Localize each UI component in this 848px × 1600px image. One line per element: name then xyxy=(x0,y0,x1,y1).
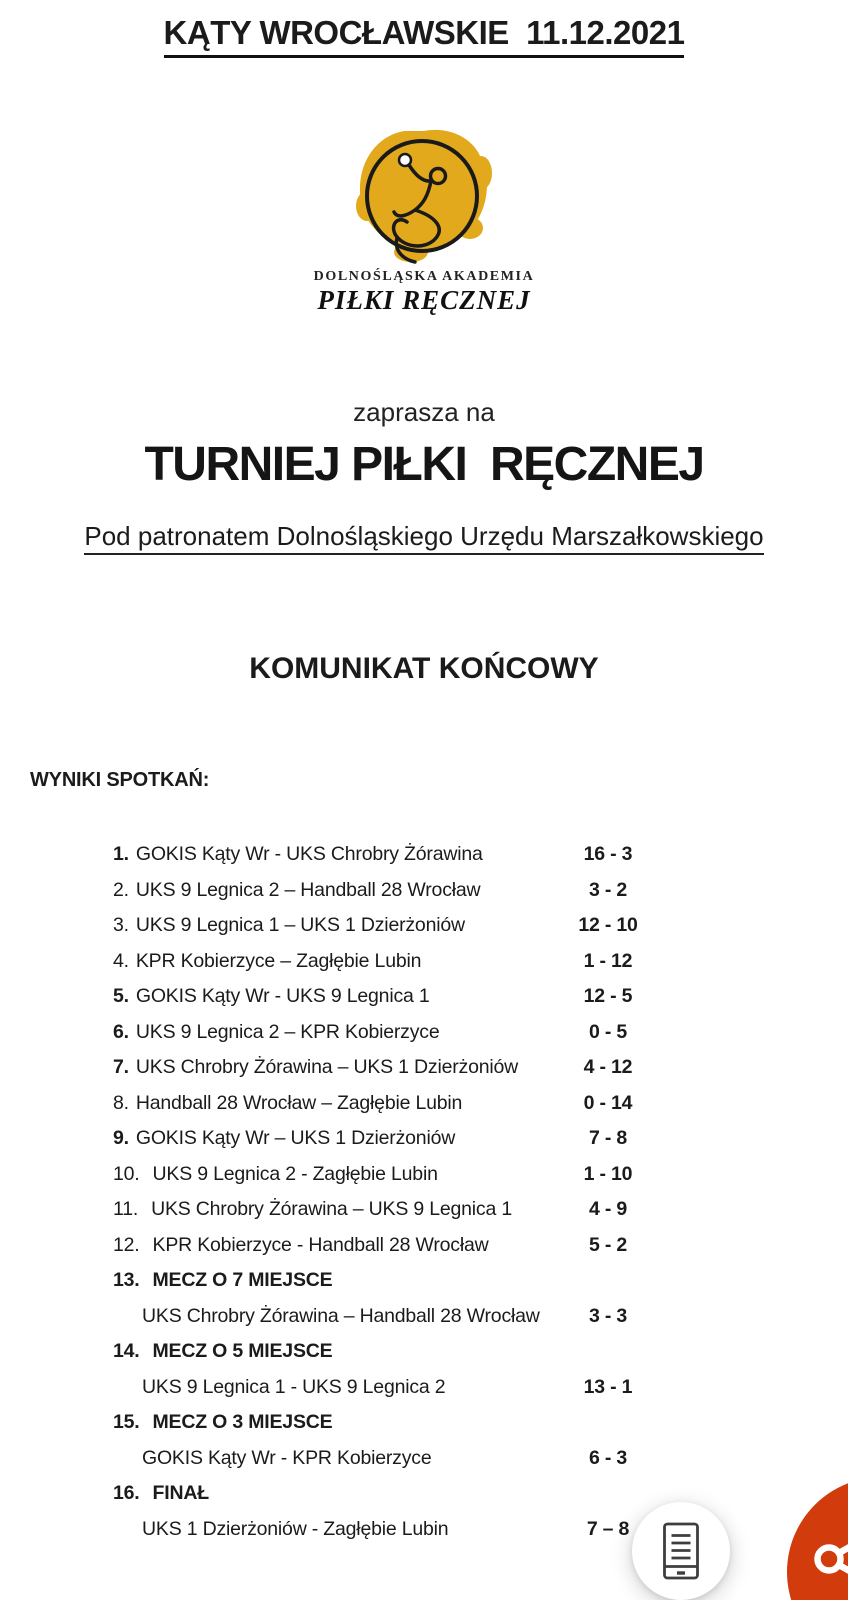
result-row xyxy=(113,873,848,909)
handball-player-icon xyxy=(349,126,499,268)
match-number: 11. xyxy=(113,1198,139,1221)
match-number: 1. xyxy=(113,843,129,866)
result-section-row xyxy=(113,1476,848,1512)
match-score: 3 - 3 xyxy=(588,1304,628,1327)
match-score: 4 - 9 xyxy=(588,1198,628,1221)
match-score: 16 - 3 xyxy=(583,843,633,866)
match-number: 7. xyxy=(113,1056,129,1079)
match-teams: MECZ O 3 MIEJSCE xyxy=(152,1411,333,1434)
result-row xyxy=(113,1192,848,1228)
match-score: 12 - 5 xyxy=(583,985,633,1008)
match-number: 3. xyxy=(113,914,129,937)
result-section-row xyxy=(113,1334,848,1370)
patronage-line xyxy=(0,521,848,555)
match-score: 0 - 5 xyxy=(588,1020,628,1043)
match-score: 3 - 2 xyxy=(588,878,628,901)
match-number: 12. xyxy=(113,1233,140,1256)
result-row xyxy=(113,1086,848,1122)
match-number: 5. xyxy=(113,985,129,1008)
result-row xyxy=(113,837,848,873)
match-score: 0 - 14 xyxy=(583,1091,633,1114)
result-section-row xyxy=(113,1263,848,1299)
match-teams: UKS 1 Dzierżoniów - Zagłębie Lubin xyxy=(142,1517,449,1540)
match-teams: GOKIS Kąty Wr - KPR Kobierzyce xyxy=(142,1446,432,1469)
match-number: 13. xyxy=(113,1269,140,1292)
result-row xyxy=(113,908,848,944)
logo-academy-subname: PIŁKI RĘCZNEJ xyxy=(317,285,531,315)
match-score: 5 - 2 xyxy=(588,1233,628,1256)
match-teams: KPR Kobierzyce – Zagłębie Lubin xyxy=(135,949,422,972)
match-teams: UKS Chrobry Żórawina – UKS 1 Dzierżoniów xyxy=(135,1056,519,1079)
match-score: 7 – 8 xyxy=(586,1517,630,1540)
match-teams: UKS 9 Legnica 2 - Zagłębie Lubin xyxy=(152,1162,438,1185)
match-teams: MECZ O 5 MIEJSCE xyxy=(152,1340,333,1363)
patronage-text: Pod patronatem Dolnośląskiego Urzędu Marszałkowskiego xyxy=(84,521,763,555)
document-title-text: KĄTY WROCŁAWSKIE 11.12.2021 xyxy=(164,14,685,58)
reader-fab-button[interactable] xyxy=(632,1502,730,1600)
match-score: 1 - 12 xyxy=(583,949,633,972)
result-row xyxy=(113,1370,848,1406)
results-heading: WYNIKI SPOTKAŃ: xyxy=(30,769,210,791)
result-row xyxy=(113,1299,848,1335)
match-teams: FINAŁ xyxy=(152,1482,209,1505)
match-teams: GOKIS Kąty Wr - UKS Chrobry Żórawina xyxy=(135,843,483,866)
result-row xyxy=(113,1015,848,1051)
match-teams: GOKIS Kąty Wr – UKS 1 Dzierżoniów xyxy=(135,1127,456,1150)
match-teams: Handball 28 Wrocław – Zagłębie Lubin xyxy=(135,1091,463,1114)
result-row xyxy=(113,944,848,980)
logo-academy-name: DOLNOŚLĄSKA AKADEMIA xyxy=(313,269,535,284)
match-number: 4. xyxy=(113,949,129,972)
result-row xyxy=(113,1228,848,1264)
match-teams: KPR Kobierzyce - Handball 28 Wrocław xyxy=(152,1233,489,1256)
match-score: 7 - 8 xyxy=(588,1127,628,1150)
match-score: 12 - 10 xyxy=(578,914,638,937)
match-number: 14. xyxy=(113,1340,140,1363)
match-score: 13 - 1 xyxy=(583,1375,633,1398)
match-number: 10. xyxy=(113,1162,140,1185)
match-number: 2. xyxy=(113,878,129,901)
result-row xyxy=(113,1050,848,1086)
match-score: 1 - 10 xyxy=(583,1162,633,1185)
match-score: 6 - 3 xyxy=(588,1446,628,1469)
match-teams: UKS 9 Legnica 2 – Handball 28 Wrocław xyxy=(135,878,481,901)
result-row xyxy=(113,1121,848,1157)
result-row xyxy=(113,1441,848,1477)
match-number: 16. xyxy=(113,1482,140,1505)
final-communique-heading: KOMUNIKAT KOŃCOWY xyxy=(249,652,599,685)
document-title xyxy=(0,14,848,58)
result-row xyxy=(113,1512,848,1548)
invite-line: zaprasza na xyxy=(353,397,495,427)
match-teams: GOKIS Kąty Wr - UKS 9 Legnica 1 xyxy=(135,985,430,1008)
match-score: 4 - 12 xyxy=(583,1056,633,1079)
match-teams: UKS 9 Legnica 2 – KPR Kobierzyce xyxy=(135,1020,440,1043)
document-reader-icon xyxy=(662,1522,700,1580)
match-number: 8. xyxy=(113,1091,129,1114)
match-teams: UKS Chrobry Żórawina – Handball 28 Wrocław xyxy=(142,1304,540,1327)
match-number: 6. xyxy=(113,1020,129,1043)
result-row xyxy=(113,979,848,1015)
match-teams: MECZ O 7 MIEJSCE xyxy=(152,1269,333,1292)
tournament-title: TURNIEJ PIŁKI RĘCZNEJ xyxy=(144,438,704,491)
result-row xyxy=(113,1157,848,1193)
match-teams: UKS Chrobry Żórawina – UKS 9 Legnica 1 xyxy=(151,1198,512,1221)
academy-logo xyxy=(0,126,848,316)
share-icon xyxy=(813,1513,848,1600)
match-number: 15. xyxy=(113,1411,140,1434)
results-list xyxy=(113,837,848,1547)
match-teams: UKS 9 Legnica 1 - UKS 9 Legnica 2 xyxy=(142,1375,446,1398)
match-teams: UKS 9 Legnica 1 – UKS 1 Dzierżoniów xyxy=(135,914,465,937)
result-section-row xyxy=(113,1405,848,1441)
match-number: 9. xyxy=(113,1127,129,1150)
